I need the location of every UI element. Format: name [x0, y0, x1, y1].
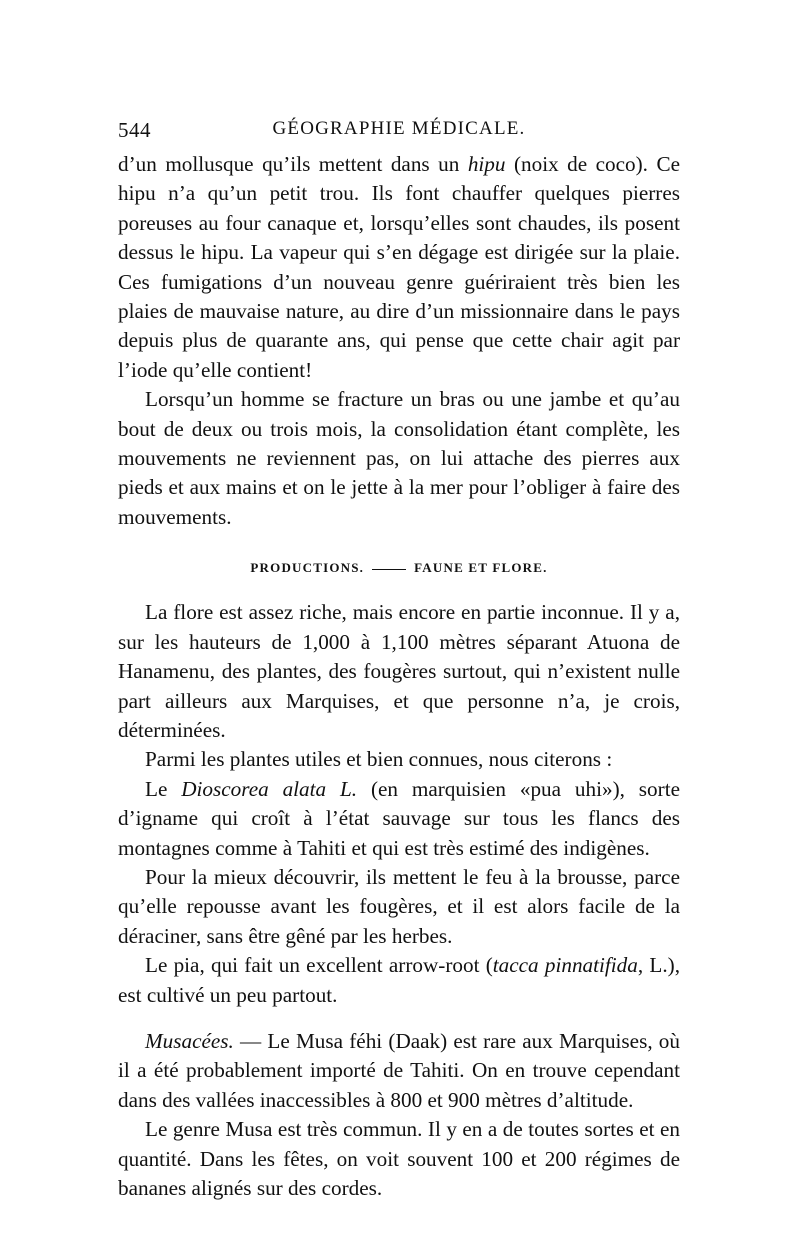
page-number: 544: [118, 118, 151, 142]
text-run: Le pia, qui fait un excellent arrow-root (: [145, 953, 493, 978]
paragraph-gap: [118, 1010, 680, 1027]
page-body: [118, 150, 680, 1203]
paragraph-musacees: [118, 1027, 680, 1115]
running-title: GÉOGRAPHIE MÉDICALE.: [272, 118, 526, 139]
paragraph-fracture: Lorsqu’un homme se fracture un bras ou une jambe et qu’au bout de deux ou trois mois, la consolidation étant complète, les mouvements ne reviennent pas, on lui attache des pierres aux pieds et aux mains et on le jette à la mer pour l’obliger à faire des mouvements.: [118, 387, 680, 529]
text-run: d’un mollusque qu’ils mettent dans un: [118, 152, 468, 176]
italic-term-musacees: Musacées.: [145, 1028, 234, 1053]
italic-term-tacca: tacca pinnatifida: [492, 953, 638, 978]
text-run: (noix de coco). Ce hipu n’a qu’un petit trou. Ils font chauffer quelques pierres poreuses au four canaque et, lorsqu’elles sont chaudes, ils posent dessus le hipu. La vapeur qui s’en dégage est dirigée sur la plaie. Ces fumigations d’un nouveau genre guériraient très bien les plaies de mauvaise nature, au dire d’un missionnaire dans le pays depuis plus de quarante ans, qui pense que cette chair agit par l’iode qu’elle contient!: [118, 152, 680, 382]
text-run: (en marquisien «pua uhi»), sorte d’igname qui croît à l’état sauvage sur tous les flancs des montagnes comme à Tahiti et qui est très estimé des indigènes.: [118, 776, 680, 860]
paragraph-genre-musa: Le genre Musa est très commun. Il y en a de toutes sortes et en quantité. Dans les fêtes, on voit souvent 100 et 200 régimes de bananes alignés sur des cordes.: [118, 1117, 680, 1200]
heading-dash: [372, 569, 406, 570]
paragraph-flore: La flore est assez riche, mais encore en partie inconnue. Il y a, sur les hauteurs de 1,000 à 1,100 mètres séparant Atuona de Hanamenu, des plantes, des fougères surtout, qui n’existent nulle part ailleurs aux Marquises, et que personne n’a, je crois, déterminées.: [118, 600, 680, 742]
italic-term-dioscorea: Dioscorea alata L.: [181, 776, 358, 801]
text-run: Le: [145, 776, 182, 801]
italic-term-hipu: hipu: [467, 152, 506, 176]
section-heading: [118, 558, 680, 578]
section-heading-left: PRODUCTIONS.: [250, 560, 365, 576]
text-run: — Le Musa féhi (Daak) est rare aux Marquises, où il a été probablement importé de Tahiti. On en trouve cependant dans des vallées inaccessibles à 800 et 900 mètres d’altitude.: [118, 1028, 680, 1112]
text-run: , L.), est cultivé un peu partout.: [118, 953, 680, 1007]
paragraph-pia: [118, 951, 680, 1010]
paragraph-hipu: [118, 150, 680, 385]
paragraph-dioscorea: [118, 775, 680, 863]
section-heading-right: FAUNE ET FLORE.: [414, 560, 548, 576]
page-header: [118, 118, 680, 146]
paragraph-brousse: Pour la mieux découvrir, ils mettent le feu à la brousse, parce qu’elle repousse avant les fougères, et il est alors facile de la déraciner, sans être gêné par les herbes.: [118, 864, 680, 948]
paragraph-plantes-utiles: Parmi les plantes utiles et bien connues, nous citerons :: [145, 747, 613, 772]
